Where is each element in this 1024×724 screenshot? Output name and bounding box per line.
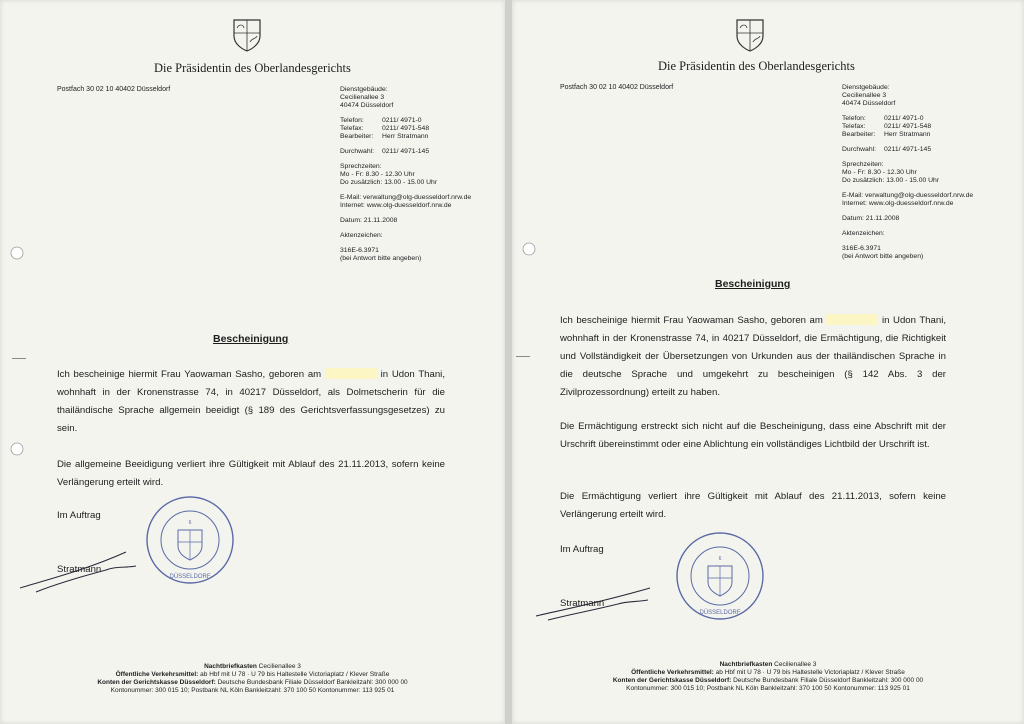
redaction-highlight (826, 314, 878, 325)
footer-konten-label: Konten der Gerichtskasse Düsseldorf: (97, 679, 216, 686)
telefax: 0211/ 4971-548 (884, 123, 932, 130)
document-heading: Bescheinigung (715, 278, 791, 290)
im-auftrag: Im Auftrag (57, 510, 101, 521)
internet: Internet: www.olg-duesseldorf.nrw.de (842, 200, 954, 207)
footer-kontonummer: Kontonummer: 300 015 10; Postbank NL Köln Bankleitzahl: 370 100 50 Kontonummer: 113 925 01 (626, 685, 910, 692)
email: E-Mail: verwaltung@olg-duesseldorf.nrw.de (842, 192, 974, 199)
body-paragraph-1 (560, 312, 946, 402)
datum: Datum: 21.11.2008 (842, 215, 900, 222)
postfach-address: Postfach 30 02 10 40402 Düsseldorf (560, 84, 674, 91)
seal-city: DÜSSELDORF (169, 574, 211, 580)
aktenzeichen: 316E-6.3971 (842, 245, 881, 252)
punch-hole-icon (10, 246, 24, 260)
telefon: 0211/ 4971-0 (884, 115, 924, 122)
paragraph-text-b: in Udon Thani, wohnhaft in der Kronenstrasse 74, in 40217 Düsseldorf, die Ermächtigung, die Richtigkeit und Vollständigkeit der Übersetzungen von Urkunden aus der thailändischen Sprache in die deutsche Sprache und umgekehrt zu bescheinigen (§ 142 Abs. 3 der Zivilprozessordnung) erteilt zu haben. (560, 315, 946, 398)
telefon-label: Telefon: (842, 115, 866, 122)
signatory-name: Stratmann (57, 564, 102, 575)
seal-number: 6 (188, 520, 192, 526)
redaction-highlight (325, 368, 377, 379)
telefon-label: Telefon: (340, 117, 364, 124)
seal-city: DÜSSELDORF (699, 610, 741, 616)
dienstgebaeude-label: Dienstgebäude: (842, 84, 890, 91)
document-page-left (0, 0, 505, 724)
durchwahl: 0211/ 4971-145 (884, 146, 932, 153)
official-seal-icon (674, 530, 766, 622)
signatory-name: Stratmann (560, 598, 605, 609)
durchwahl-label: Durchwahl: (340, 148, 374, 155)
body-paragraph-2: Die allgemeine Beeidigung verliert ihre Gültigkeit mit Ablauf des 21.11.2013, sofern keine Verlängerung erteilt wird. (57, 459, 445, 488)
bearbeiter-label: Bearbeiter: (340, 133, 374, 140)
postfach-address: Postfach 30 02 10 40402 Düsseldorf (57, 86, 171, 93)
sprechzeiten-line-1: Mo - Fr: 8.30 - 12.30 Uhr (340, 171, 415, 178)
sprechzeiten-line-2: Do zusätzlich: 13.00 - 15.00 Uhr (340, 179, 438, 186)
city: 40474 Düsseldorf (842, 100, 896, 107)
city: 40474 Düsseldorf (340, 102, 394, 109)
telefon: 0211/ 4971-0 (382, 117, 422, 124)
paragraph-text-b: in Udon Thani, wohnhaft in der Kronenstrasse 74, in 40217 Düsseldorf, als Dolmetscherin für die thailändische Sprache allgemein beeidigt (§ 189 des Gerichtsverfassungsgesetzes) zu sein. (57, 369, 445, 434)
footer-verkehrsmittel: ab Hbf mit U 78 · U 79 bis Haltestelle Victoriaplatz / Klever Straße (715, 669, 905, 676)
street: Cecilienallee 3 (340, 94, 385, 101)
paragraph-text-a: Ich bescheinige hiermit Frau Yaowaman Sasho, geboren am (560, 315, 823, 326)
footer-verkehrsmittel-label: Öffentliche Verkehrsmittel: (115, 671, 199, 678)
footer-nachtbriefkasten: Cecilienallee 3 (774, 661, 817, 668)
telefax-label: Telefax: (842, 123, 866, 130)
coat-of-arms-icon (232, 18, 262, 52)
document-page-right (512, 0, 1024, 724)
sprechzeiten-line-1: Mo - Fr: 8.30 - 12.30 Uhr (842, 169, 917, 176)
coat-of-arms-icon (735, 18, 765, 52)
body-paragraph-1 (57, 366, 445, 438)
aktenzeichen-note: (bei Antwort bitte angeben) (340, 255, 422, 262)
contact-sidebar (842, 84, 1012, 268)
footer-verkehrsmittel-label: Öffentliche Verkehrsmittel: (631, 669, 714, 676)
paragraph-text-a: Ich bescheinige hiermit Frau Yaowaman Sasho, geboren am (57, 369, 322, 380)
aktenzeichen-label: Aktenzeichen: (842, 230, 885, 237)
bearbeiter: Herr Stratmann (884, 131, 931, 138)
fold-mark (516, 356, 530, 357)
aktenzeichen-note: (bei Antwort bitte angeben) (842, 253, 924, 260)
footer-nachtbriefkasten: Cecilienallee 3 (258, 663, 301, 670)
telefax-label: Telefax: (340, 125, 364, 132)
footer-verkehrsmittel: ab Hbf mit U 78 · U 79 bis Haltestelle Victoriaplatz / Klever Straße (200, 671, 390, 678)
body-paragraph-3: Die Ermächtigung verliert ihre Gültigkeit mit Ablauf des 21.11.2013, sofern keine Verlängerung erteilt wird. (560, 491, 946, 520)
aktenzeichen: 316E-6.3971 (340, 247, 379, 254)
durchwahl-label: Durchwahl: (842, 146, 876, 153)
footer-konten-label: Konten der Gerichtskasse Düsseldorf: (612, 677, 732, 684)
telefax: 0211/ 4971-548 (382, 125, 430, 132)
footer-kontonummer: Kontonummer: 300 015 10; Postbank NL Köln Bankleitzahl: 370 100 50 Kontonummer: 113 925 01 (110, 687, 395, 694)
email: E-Mail: verwaltung@olg-duesseldorf.nrw.de (340, 194, 472, 201)
contact-sidebar (340, 86, 505, 270)
court-title: Die Präsidentin des Oberlandesgerichts (658, 59, 855, 73)
datum: Datum: 21.11.2008 (340, 217, 398, 224)
bearbeiter: Herr Stratmann (382, 133, 429, 140)
punch-hole-icon (10, 442, 24, 456)
footer-konten: Deutsche Bundesbank Filiale Düsseldorf Bankleitzahl: 300 000 00 (217, 679, 408, 686)
internet: Internet: www.olg-duesseldorf.nrw.de (340, 202, 452, 209)
body-paragraph-2: Die Ermächtigung erstreckt sich nicht auf die Bescheinigung, dass eine Abschrift mit der Urschrift übereinstimmt oder eine Ablichtung ein vollständiges Lichtbild der Urschrift ist. (560, 421, 946, 450)
sprechzeiten-line-2: Do zusätzlich: 13.00 - 15.00 Uhr (842, 177, 940, 184)
court-title: Die Präsidentin des Oberlandesgerichts (154, 61, 351, 75)
sprechzeiten-label: Sprechzeiten: (842, 161, 884, 168)
page-footer (512, 661, 1024, 693)
dienstgebaeude-label: Dienstgebäude: (340, 86, 388, 93)
seal-number: 6 (718, 556, 722, 562)
street: Cecilienallee 3 (842, 92, 887, 99)
footer-nachtbriefkasten-label: Nachtbriefkasten (719, 661, 773, 668)
im-auftrag: Im Auftrag (560, 544, 604, 555)
footer-nachtbriefkasten-label: Nachtbriefkasten (204, 663, 257, 670)
document-heading: Bescheinigung (213, 333, 289, 345)
page-footer (0, 663, 505, 695)
footer-konten: Deutsche Bundesbank Filiale Düsseldorf Bankleitzahl: 300 000 00 (733, 677, 924, 684)
punch-hole-icon (522, 242, 536, 256)
aktenzeichen-label: Aktenzeichen: (340, 232, 383, 239)
durchwahl: 0211/ 4971-145 (382, 148, 430, 155)
sprechzeiten-label: Sprechzeiten: (340, 163, 382, 170)
fold-mark (12, 358, 26, 359)
bearbeiter-label: Bearbeiter: (842, 131, 876, 138)
